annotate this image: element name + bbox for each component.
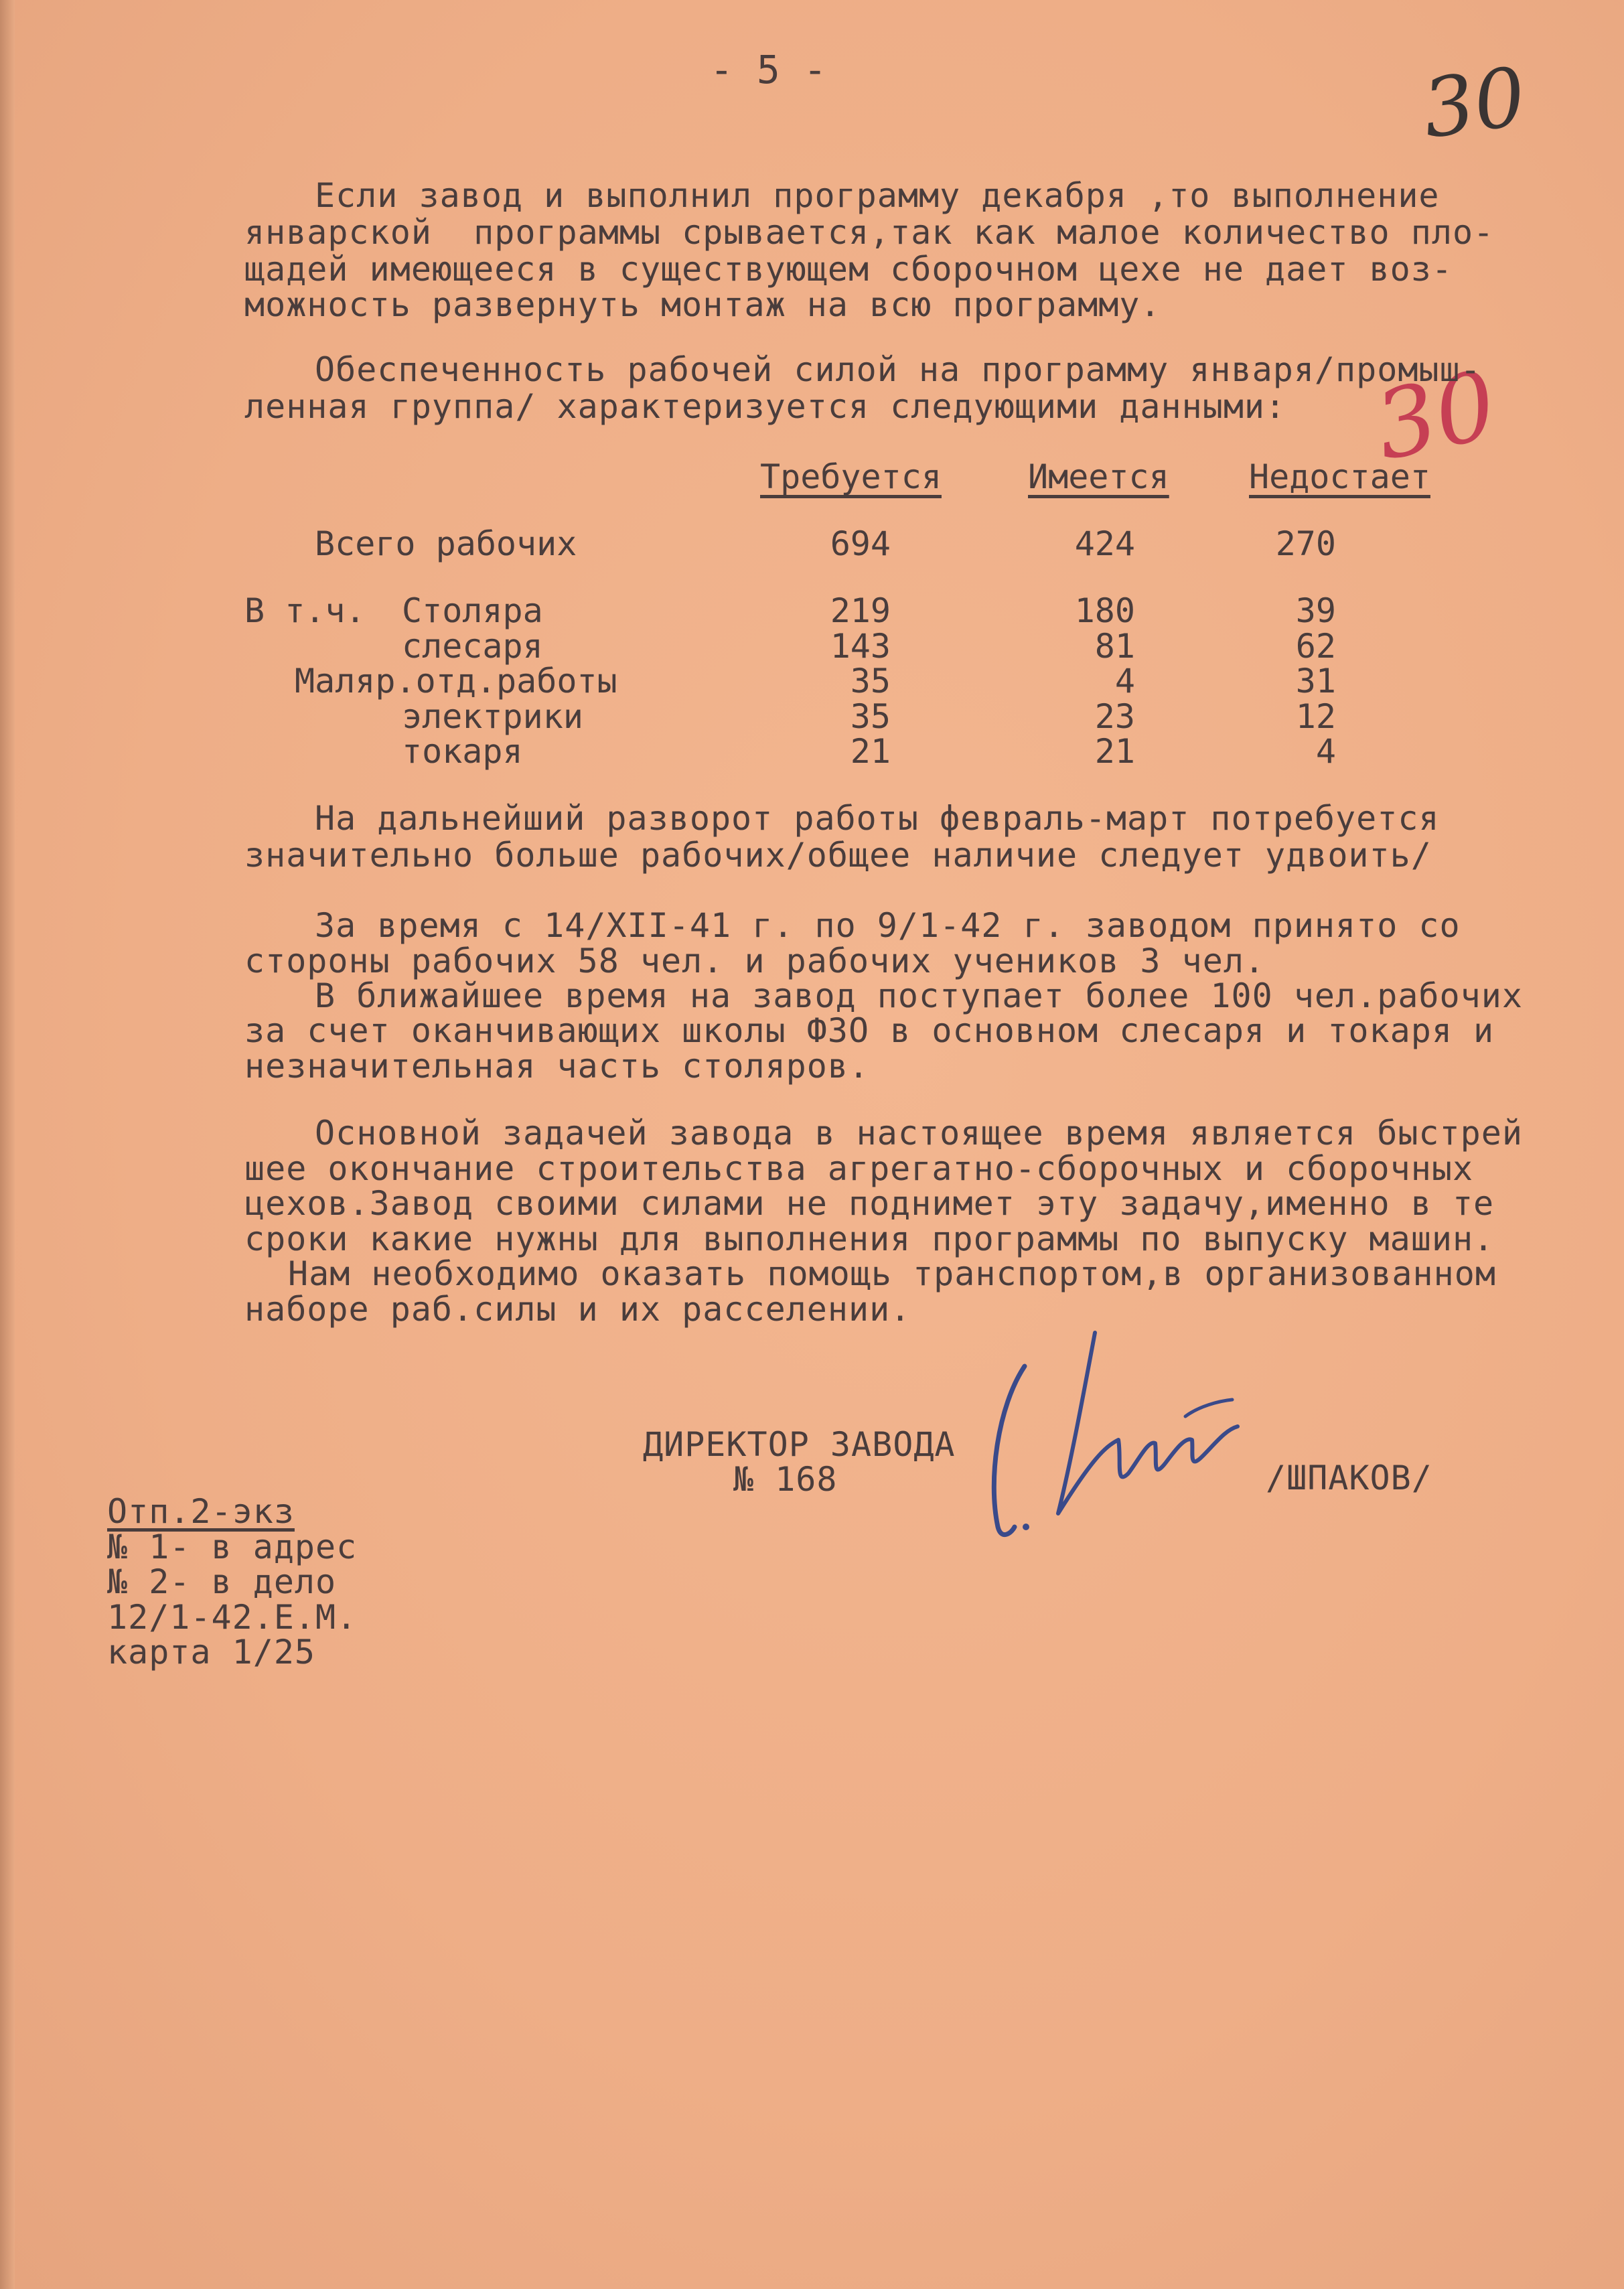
table-row-available: 180: [1074, 591, 1135, 630]
p5-line-4: сроки какие нужны для выполнения программы по выпуску машин.: [244, 1220, 1495, 1258]
table-row-shortage: 39: [1295, 591, 1336, 630]
p5-line-6: наборе раб.силы и их расселении.: [244, 1290, 911, 1329]
p5-line-5: Нам необходимо оказать помощь транспортом,в организованном: [288, 1254, 1496, 1293]
distribution-copies: Отп.2-экз: [107, 1492, 295, 1531]
page-number: - 5 -: [710, 47, 827, 92]
table-row-shortage: 12: [1295, 697, 1336, 736]
distribution-line: № 2- в дело: [107, 1562, 337, 1601]
signature-name: /ШПАКОВ/: [1266, 1459, 1432, 1497]
table-row-required: 21: [850, 732, 891, 771]
p5-line-3: цехов.Завод своими силами не поднимет эту задачу,именно в те: [244, 1184, 1495, 1223]
p4-line-1: За время с 14/XII-41 г. по 9/1-42 г. заводом принято со: [315, 906, 1461, 945]
handwritten-signature: [984, 1326, 1266, 1554]
table-total-shortage: 270: [1275, 524, 1336, 563]
table-row-shortage: 31: [1295, 662, 1336, 700]
p1-line-1: Если завод и выполнил программу декабря ,то выполнение: [315, 176, 1440, 215]
table-row-label: Столяра: [402, 591, 543, 630]
table-row-label: слесаря: [402, 627, 543, 666]
p2-line-2: ленная группа/ характеризуется следующими данными:: [244, 387, 1286, 426]
table-total-available: 424: [1074, 524, 1135, 563]
distribution-card: карта 1/25: [107, 1633, 316, 1672]
p4-line-2: стороны рабочих 58 чел. и рабочих учеников 3 чел.: [244, 942, 1266, 980]
p5-line-1: Основной задачей завода в настоящее время является быстрей: [315, 1114, 1523, 1153]
table-row-shortage: 4: [1315, 732, 1336, 771]
table-header-shortage: Недостает: [1249, 457, 1430, 496]
table-total-label: Всего рабочих: [315, 524, 577, 563]
p1-line-3: щадей имеющееся в существующем сборочном цехе не дает воз-: [244, 250, 1453, 289]
table-row-shortage: 62: [1295, 627, 1336, 666]
table-total-required: 694: [830, 524, 891, 563]
table-row-required: 35: [850, 697, 891, 736]
distribution-line: № 1- в адрес: [107, 1528, 358, 1566]
table-row-required: 35: [850, 662, 891, 700]
table-row-available: 21: [1094, 732, 1135, 771]
table-row-required: 219: [830, 591, 891, 630]
distribution-date: 12/1-42.Е.М.: [107, 1598, 358, 1637]
table-header-required: Требуется: [760, 457, 942, 496]
p2-line-1: Обеспеченность рабочей силой на программу января/промыш-: [315, 350, 1481, 389]
table-row-available: 23: [1094, 697, 1135, 736]
p4-line-5: незначительная часть столяров.: [244, 1047, 870, 1086]
folio-number-red: 30: [1366, 350, 1506, 482]
p1-line-2: январской программы срывается,так как малое количество пло-: [244, 213, 1495, 252]
signature-title: ДИРЕКТОР ЗАВОДА: [643, 1425, 956, 1464]
table-header-available: Имеется: [1028, 457, 1169, 496]
table-prefix: В т.ч.: [244, 591, 366, 630]
table-row-label: токаря: [402, 732, 523, 771]
p4-line-3: В ближайшее время на завод поступает более 100 чел.рабочих: [315, 976, 1523, 1015]
p4-line-4: за счет оканчивающих школы ФЗО в основном слесаря и токаря и: [244, 1011, 1495, 1050]
p3-line-1: На дальнейший разворот работы февраль-март потребуется: [315, 799, 1440, 838]
signature-number: № 168: [733, 1460, 838, 1499]
folio-number-black: 30: [1417, 50, 1532, 157]
table-row-label: электрики: [402, 697, 583, 736]
page-edge-shadow: [0, 0, 15, 2289]
p5-line-2: шее окончание строительства агрегатно-сборочных и сборочных: [244, 1149, 1474, 1188]
table-row-available: 4: [1114, 662, 1135, 700]
table-row-available: 81: [1094, 627, 1135, 666]
p3-line-2: значительно больше рабочих/общее наличие следует удвоить/: [244, 836, 1432, 875]
table-row-required: 143: [830, 627, 891, 666]
p1-line-4: можность развернуть монтаж на всю программу.: [244, 285, 1161, 324]
table-row-label: Маляр.отд.работы: [295, 662, 617, 700]
